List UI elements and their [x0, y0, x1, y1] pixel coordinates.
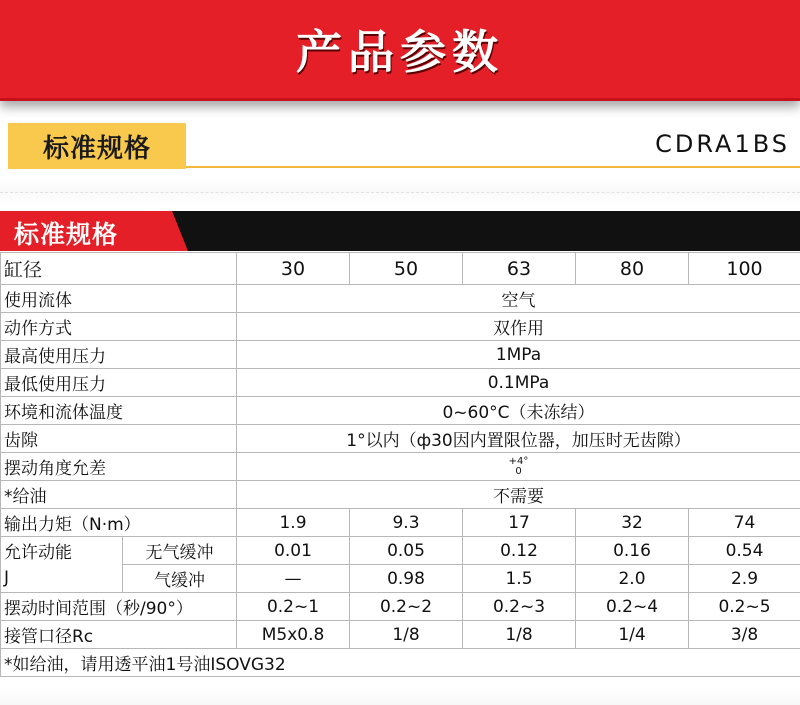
table-row-bore	[1, 253, 800, 285]
row-label: 齿隙	[1, 425, 237, 453]
energy-cell: 0.54	[689, 537, 800, 565]
tolerance-upper: +4°	[508, 455, 529, 467]
table-row	[1, 369, 800, 397]
port-cell: 3/8	[689, 621, 800, 649]
bore-cell: 30	[237, 253, 350, 285]
section-bar	[0, 211, 800, 251]
table-row-note	[1, 649, 800, 677]
swing-time-cell: 0.2~1	[237, 593, 350, 621]
row-label: 摆动角度允差	[1, 453, 237, 481]
sub-label: 气缓冲	[123, 565, 237, 593]
divider-line	[0, 192, 800, 194]
spec-label: 标准规格	[42, 133, 151, 164]
port-cell: 1/8	[350, 621, 463, 649]
spec-underline	[186, 166, 800, 168]
table-row-torque	[1, 509, 800, 537]
row-label: 摆动时间范围（秒/90°）	[1, 593, 237, 621]
sub-label: 无气缓冲	[123, 537, 237, 565]
energy-cell: 2.0	[576, 565, 689, 593]
footnote: *如给油，请用透平油1号油ISOVG32	[1, 649, 800, 677]
row-label: *给油	[1, 481, 237, 509]
torque-cell: 17	[463, 509, 576, 537]
model-number: CDRA1BS	[655, 130, 790, 158]
energy-cell: 0.16	[576, 537, 689, 565]
table-row	[1, 481, 800, 509]
row-label-unit: J	[1, 565, 123, 593]
section-title: 标准规格	[14, 220, 119, 249]
header-banner	[0, 0, 800, 101]
energy-cell: 2.9	[689, 565, 800, 593]
bore-cell: 80	[576, 253, 689, 285]
energy-cell: 0.12	[463, 537, 576, 565]
page-title: 产品参数	[296, 25, 504, 79]
swing-time-cell: 0.2~4	[576, 593, 689, 621]
energy-cell: 0.98	[350, 565, 463, 593]
port-cell: M5x0.8	[237, 621, 350, 649]
row-label: 接管口径Rc	[1, 621, 237, 649]
bore-cell: 50	[350, 253, 463, 285]
table-row	[1, 285, 800, 313]
table-row-angle	[1, 453, 800, 481]
energy-cell: —	[237, 565, 350, 593]
row-value: 1MPa	[237, 341, 800, 369]
tolerance-lower: 0	[515, 465, 522, 477]
row-label: 缸径	[1, 253, 237, 285]
row-label: 输出力矩（N·m）	[1, 509, 237, 537]
row-value: 1°以内（ф30因内置限位器，加压时无齿隙）	[237, 425, 800, 453]
port-cell: 1/4	[576, 621, 689, 649]
torque-cell: 1.9	[237, 509, 350, 537]
bore-cell: 100	[689, 253, 800, 285]
table-row-port	[1, 621, 800, 649]
table-row	[1, 341, 800, 369]
row-label: 允许动能	[1, 537, 123, 565]
energy-cell: 0.01	[237, 537, 350, 565]
bore-cell: 63	[463, 253, 576, 285]
row-label: 最高使用压力	[1, 341, 237, 369]
energy-cell: 0.05	[350, 537, 463, 565]
bottom-band	[0, 688, 800, 705]
tolerance-stack	[509, 457, 529, 477]
torque-cell: 74	[689, 509, 800, 537]
row-label: 使用流体	[1, 285, 237, 313]
row-value: 双作用	[237, 313, 800, 341]
row-value: 空气	[237, 285, 800, 313]
table-row	[1, 425, 800, 453]
torque-cell: 9.3	[350, 509, 463, 537]
angle-tolerance-value	[237, 453, 800, 481]
row-label: 最低使用压力	[1, 369, 237, 397]
energy-cell: 1.5	[463, 565, 576, 593]
table-row-energy-no-cushion	[1, 537, 800, 565]
table-row-swing-time	[1, 593, 800, 621]
swing-time-cell: 0.2~5	[689, 593, 800, 621]
swing-time-cell: 0.2~2	[350, 593, 463, 621]
table-row	[1, 397, 800, 425]
spec-table	[0, 252, 800, 677]
row-label: 环境和流体温度	[1, 397, 237, 425]
row-value: 0.1MPa	[237, 369, 800, 397]
row-value: 不需要	[237, 481, 800, 509]
row-value: 0~60°C（未冻结）	[237, 397, 800, 425]
table-row-energy-cushion	[1, 565, 800, 593]
torque-cell: 32	[576, 509, 689, 537]
row-label: 动作方式	[1, 313, 237, 341]
table-row	[1, 313, 800, 341]
spec-label-box	[8, 123, 186, 169]
swing-time-cell: 0.2~3	[463, 593, 576, 621]
port-cell: 1/8	[463, 621, 576, 649]
